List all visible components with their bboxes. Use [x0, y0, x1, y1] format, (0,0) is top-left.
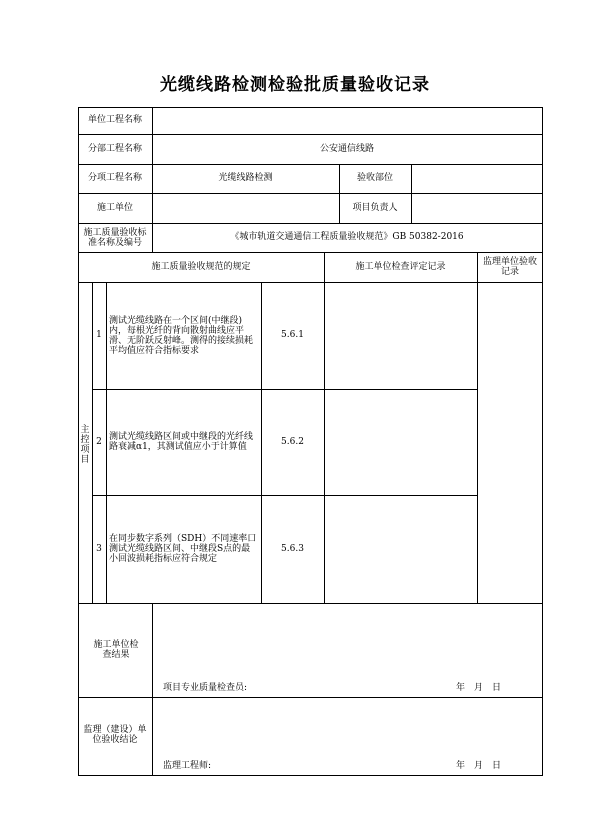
item-number: 2: [96, 436, 102, 447]
main-control-label: 主控项目: [80, 425, 90, 465]
construction-result-label: 施工单位检查结果: [93, 640, 139, 660]
item-check-record[interactable]: [324, 495, 477, 603]
item-clause: 5.6.2: [281, 436, 304, 447]
subitem-label: 分项工程名称: [87, 173, 142, 183]
item-clause: 5.6.3: [281, 543, 304, 554]
item-number: 1: [96, 330, 102, 340]
item-text: 测试光缆线路区间或中继段的光纤线路衰减α1，其测试值应小于计算值: [109, 432, 254, 452]
col-header-check-record: 施工单位检查评定记录: [355, 261, 446, 272]
division-field[interactable]: 公安通信线路: [319, 143, 374, 154]
standard-field[interactable]: 《城市轨道交通通信工程质量验收规范》GB 50382-2016: [230, 232, 464, 242]
item-check-record[interactable]: [324, 282, 477, 389]
standard-label: 施工质量验收标准名称及编号: [83, 227, 147, 248]
project-manager-field[interactable]: [411, 193, 542, 223]
col-header-supervision-record: 监理单位验收记录: [482, 257, 537, 277]
unit-project-label: 单位工程名称: [87, 115, 142, 125]
division-label: 分部工程名称: [87, 143, 142, 154]
project-manager-label: 项目负责人: [352, 202, 398, 213]
item-text: 测试光缆线路在一个区间(中继段)内，每根光纤的背向散射曲线应平滑、无阶跃反射峰。测得的接续损耗平均值应符合指标要求: [109, 315, 254, 356]
construction-unit-field[interactable]: [152, 193, 339, 223]
date-label: 年 月 日: [456, 683, 502, 693]
unit-project-field[interactable]: [152, 107, 542, 134]
item-text: 在同步数字系列（SDH）不同速率口测试光缆线路区间、中继段S点的最小回波损耗指标应符合规定: [109, 534, 257, 564]
engineer-label: 监理工程师:: [163, 761, 212, 771]
date-label: 年 月 日: [456, 761, 502, 771]
item-check-record[interactable]: [324, 389, 477, 495]
item-clause: 5.6.1: [281, 330, 304, 340]
inspector-label: 项目专业质量检查员:: [163, 683, 248, 693]
col-header-spec: 施工质量验收规范的规定: [151, 261, 251, 272]
subitem-field[interactable]: 光缆线路检测: [218, 173, 273, 183]
inspection-part-label: 验收部位: [356, 173, 393, 183]
inspection-part-field[interactable]: [411, 164, 542, 193]
item-number: 3: [96, 543, 102, 554]
page-title: 光缆线路检测检验批质量验收记录: [160, 75, 430, 95]
supervision-conclusion-label: 监理（建设）单位验收结论: [83, 725, 147, 745]
supervision-record-field[interactable]: [477, 282, 542, 603]
construction-unit-label: 施工单位: [96, 202, 133, 213]
